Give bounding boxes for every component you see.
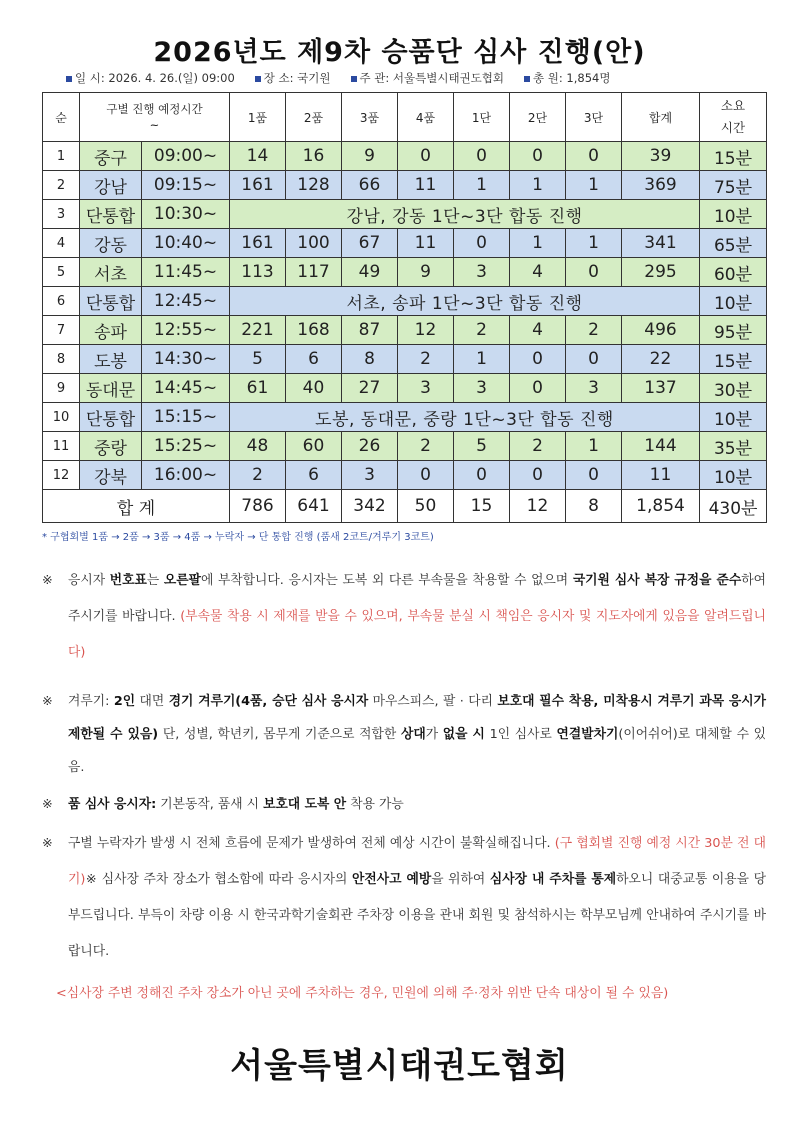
row-duration: 30분: [700, 374, 767, 403]
row-duration: 10분: [700, 200, 767, 229]
header-duration: 소요 시간: [700, 93, 767, 142]
row-cell: 0: [566, 142, 622, 171]
header-col: 4품: [398, 93, 454, 142]
row-cell: 161: [230, 229, 286, 258]
row-group: 도봉: [80, 345, 142, 374]
note-uniform: ※ 응시자 번호표는 오른팔에 부착합니다. 응시자는 도복 외 다른 부속물을 착용할 수 없으며 국기원 심사 복장 규정을 준수하여 주시기를 바랍니다. (부속물 착용 시 제재를 받을 수 있으며, 부속물 분실 시 책임은 응시자 및 지도자에게 있음을 알려드립니다): [42, 563, 766, 671]
row-cell: 2: [230, 461, 286, 490]
row-cell: 0: [510, 461, 566, 490]
row-duration: 60분: [700, 258, 767, 287]
table-row: [43, 461, 767, 490]
row-cell: 221: [230, 316, 286, 345]
total-cell: 786: [230, 490, 286, 523]
table-row: [43, 142, 767, 171]
row-group: 서초: [80, 258, 142, 287]
header-group-time: 구별 진행 예정시간 ~: [80, 93, 230, 142]
row-cell: 161: [230, 171, 286, 200]
header-no: 순: [43, 93, 80, 142]
row-cell: 48: [230, 432, 286, 461]
row-time: 10:40~: [142, 229, 230, 258]
row-time: 11:45~: [142, 258, 230, 287]
row-cell: 117: [286, 258, 342, 287]
row-group: 강북: [80, 461, 142, 490]
row-cell: 40: [286, 374, 342, 403]
row-no: 2: [43, 171, 80, 200]
table-row: [43, 374, 767, 403]
row-group: 단통합: [80, 403, 142, 432]
row-cell: 128: [286, 171, 342, 200]
total-cell: 8: [566, 490, 622, 523]
row-time: 16:00~: [142, 461, 230, 490]
row-duration: 15분: [700, 142, 767, 171]
header-col: 2품: [286, 93, 342, 142]
row-cell: 1: [566, 171, 622, 200]
row-cell: 3: [454, 258, 510, 287]
row-duration: 75분: [700, 171, 767, 200]
row-time: 14:45~: [142, 374, 230, 403]
row-cell: 1: [510, 171, 566, 200]
row-cell: 87: [342, 316, 398, 345]
row-time: 14:30~: [142, 345, 230, 374]
note-mark: ※: [42, 573, 53, 588]
row-cell: 5: [454, 432, 510, 461]
row-cell: 0: [510, 345, 566, 374]
row-group: 단통합: [80, 200, 142, 229]
table-row: [43, 229, 767, 258]
row-joint-note: 서초, 송파 1단~3단 합동 진행: [230, 287, 700, 316]
total-cell: 641: [286, 490, 342, 523]
note-mark: ※: [42, 694, 53, 709]
note-missing-parking: ※ 구별 누락자가 발생 시 전체 흐름에 문제가 발생하여 전체 예상 시간이 불확실해집니다. (구 협회별 진행 예정 시간 30분 전 대기)※ 심사장 주차 장소가 협소함에 따라 응시자의 안전사고 예방을 위하여 심사장 내 주차를 통제하오니 대중교통 이용을 당부드립니다. 부득이 차량 이용 시 한국과학기술회관 주차장 이용을 관내 회원 및 참석하시는 학부모님께 안내하여 주시기를 바랍니다.: [42, 826, 766, 970]
row-cell: 3: [398, 374, 454, 403]
info-date: 일 시: 2026. 4. 26.(일) 09:00: [66, 70, 235, 86]
table-row: [43, 403, 767, 432]
row-cell: 2: [510, 432, 566, 461]
table-row: [43, 200, 767, 229]
row-group: 강동: [80, 229, 142, 258]
row-cell: 0: [510, 142, 566, 171]
row-cell: 0: [566, 345, 622, 374]
row-no: 9: [43, 374, 80, 403]
header-col: 합계: [622, 93, 700, 142]
bullet-square-icon: [66, 76, 72, 82]
row-cell: 8: [342, 345, 398, 374]
row-cell: 39: [622, 142, 700, 171]
total-cell: 50: [398, 490, 454, 523]
row-group: 동대문: [80, 374, 142, 403]
row-no: 4: [43, 229, 80, 258]
row-no: 12: [43, 461, 80, 490]
row-group: 단통합: [80, 287, 142, 316]
table-row: [43, 432, 767, 461]
row-cell: 1: [566, 432, 622, 461]
notes-section: [42, 563, 766, 1010]
parking-warning: <심사장 주변 정해진 주차 장소가 아닌 곳에 주차하는 경우, 민원에 의해 주·정차 위반 단속 대상이 될 수 있음): [56, 986, 669, 1001]
row-cell: 4: [510, 316, 566, 345]
row-cell: 3: [454, 374, 510, 403]
row-cell: 2: [398, 432, 454, 461]
table-header-row: [43, 93, 767, 142]
row-duration: 95분: [700, 316, 767, 345]
table-row: [43, 287, 767, 316]
row-cell: 0: [454, 229, 510, 258]
total-cell: 342: [342, 490, 398, 523]
note-poom: ※ 품 심사 응시자: 기본동작, 품새 시 보호대 도복 안 착용 가능: [42, 790, 766, 820]
row-cell: 11: [398, 229, 454, 258]
note-sparring: ※ 겨루기: 2인 대면 경기 겨루기(4품, 승단 심사 응시자 마우스피스, 팔 · 다리 보호대 필수 착용, 미착용시 겨루기 과목 응시가 제한될 수 있음) 단, 성별, 학년키, 몸무게 기준으로 적합한 상대가 없을 시 1인 심사로 연결발차기(이어쉬어)로 대체할 수 있음.: [42, 685, 766, 784]
row-time: 12:45~: [142, 287, 230, 316]
row-group: 중랑: [80, 432, 142, 461]
row-cell: 3: [342, 461, 398, 490]
row-cell: 67: [342, 229, 398, 258]
row-group: 중구: [80, 142, 142, 171]
row-cell: 0: [566, 258, 622, 287]
row-cell: 2: [566, 316, 622, 345]
row-cell: 22: [622, 345, 700, 374]
row-duration: 10분: [700, 461, 767, 490]
row-cell: 0: [454, 461, 510, 490]
table-row: [43, 258, 767, 287]
row-cell: 16: [286, 142, 342, 171]
row-cell: 12: [398, 316, 454, 345]
table-row: [43, 316, 767, 345]
header-col: 2단: [510, 93, 566, 142]
row-time: 15:15~: [142, 403, 230, 432]
total-row: [43, 490, 767, 523]
row-cell: 26: [342, 432, 398, 461]
row-cell: 9: [398, 258, 454, 287]
row-time: 09:15~: [142, 171, 230, 200]
row-no: 11: [43, 432, 80, 461]
row-cell: 1: [454, 171, 510, 200]
row-cell: 11: [398, 171, 454, 200]
row-cell: 100: [286, 229, 342, 258]
row-duration: 10분: [700, 403, 767, 432]
note-mark: ※: [42, 797, 53, 812]
row-no: 10: [43, 403, 80, 432]
row-cell: 11: [622, 461, 700, 490]
row-cell: 1: [510, 229, 566, 258]
row-cell: 0: [398, 142, 454, 171]
row-cell: 5: [230, 345, 286, 374]
row-cell: 341: [622, 229, 700, 258]
row-cell: 295: [622, 258, 700, 287]
table-row: [43, 171, 767, 200]
row-cell: 0: [454, 142, 510, 171]
row-time: 10:30~: [142, 200, 230, 229]
row-cell: 113: [230, 258, 286, 287]
total-cell: 15: [454, 490, 510, 523]
header-col: 1단: [454, 93, 510, 142]
row-joint-note: 도봉, 동대문, 중랑 1단~3단 합동 진행: [230, 403, 700, 432]
header-col: 3단: [566, 93, 622, 142]
schedule-table: [42, 92, 767, 523]
row-cell: 4: [510, 258, 566, 287]
row-cell: 66: [342, 171, 398, 200]
info-host: 주 관: 서울특별시태권도협회: [351, 70, 505, 86]
row-duration: 65분: [700, 229, 767, 258]
bullet-square-icon: [351, 76, 357, 82]
row-no: 3: [43, 200, 80, 229]
total-duration: 430분: [700, 490, 767, 523]
row-no: 1: [43, 142, 80, 171]
row-cell: 0: [566, 461, 622, 490]
row-cell: 27: [342, 374, 398, 403]
row-cell: 137: [622, 374, 700, 403]
row-duration: 35분: [700, 432, 767, 461]
row-cell: 61: [230, 374, 286, 403]
info-total: 총 원: 1,854명: [524, 70, 610, 86]
note-mark: ※: [42, 836, 53, 851]
row-no: 8: [43, 345, 80, 374]
row-cell: 2: [454, 316, 510, 345]
page-title: 2026년도 제9차 승품단 심사 진행(안): [153, 37, 646, 68]
row-cell: 60: [286, 432, 342, 461]
header-col: 3품: [342, 93, 398, 142]
total-cell: 12: [510, 490, 566, 523]
row-no: 5: [43, 258, 80, 287]
bullet-square-icon: [255, 76, 261, 82]
row-cell: 14: [230, 142, 286, 171]
table-row: [43, 345, 767, 374]
row-group: 송파: [80, 316, 142, 345]
row-no: 7: [43, 316, 80, 345]
row-time: 09:00~: [142, 142, 230, 171]
row-cell: 369: [622, 171, 700, 200]
info-venue: 장 소: 국기원: [255, 70, 331, 86]
row-no: 6: [43, 287, 80, 316]
footer-association: 서울특별시태권도협회: [230, 1046, 569, 1086]
row-cell: 9: [342, 142, 398, 171]
row-cell: 2: [398, 345, 454, 374]
row-cell: 1: [566, 229, 622, 258]
header-col: 1품: [230, 93, 286, 142]
event-info: [66, 70, 766, 86]
row-duration: 10분: [700, 287, 767, 316]
row-time: 12:55~: [142, 316, 230, 345]
row-group: 강남: [80, 171, 142, 200]
row-cell: 3: [566, 374, 622, 403]
table-footnote: * 구협회별 1품 → 2품 → 3품 → 4품 → 누락자 → 단 통합 진행 (품새 2코트/겨루기 3코트): [42, 532, 434, 543]
row-duration: 15분: [700, 345, 767, 374]
row-cell: 6: [286, 461, 342, 490]
row-cell: 168: [286, 316, 342, 345]
row-cell: 49: [342, 258, 398, 287]
row-joint-note: 강남, 강동 1단~3단 합동 진행: [230, 200, 700, 229]
row-cell: 0: [398, 461, 454, 490]
row-cell: 496: [622, 316, 700, 345]
total-cell: 1,854: [622, 490, 700, 523]
row-time: 15:25~: [142, 432, 230, 461]
row-cell: 6: [286, 345, 342, 374]
row-cell: 0: [510, 374, 566, 403]
row-cell: 1: [454, 345, 510, 374]
total-label: 합 계: [43, 490, 230, 523]
row-cell: 144: [622, 432, 700, 461]
bullet-square-icon: [524, 76, 530, 82]
